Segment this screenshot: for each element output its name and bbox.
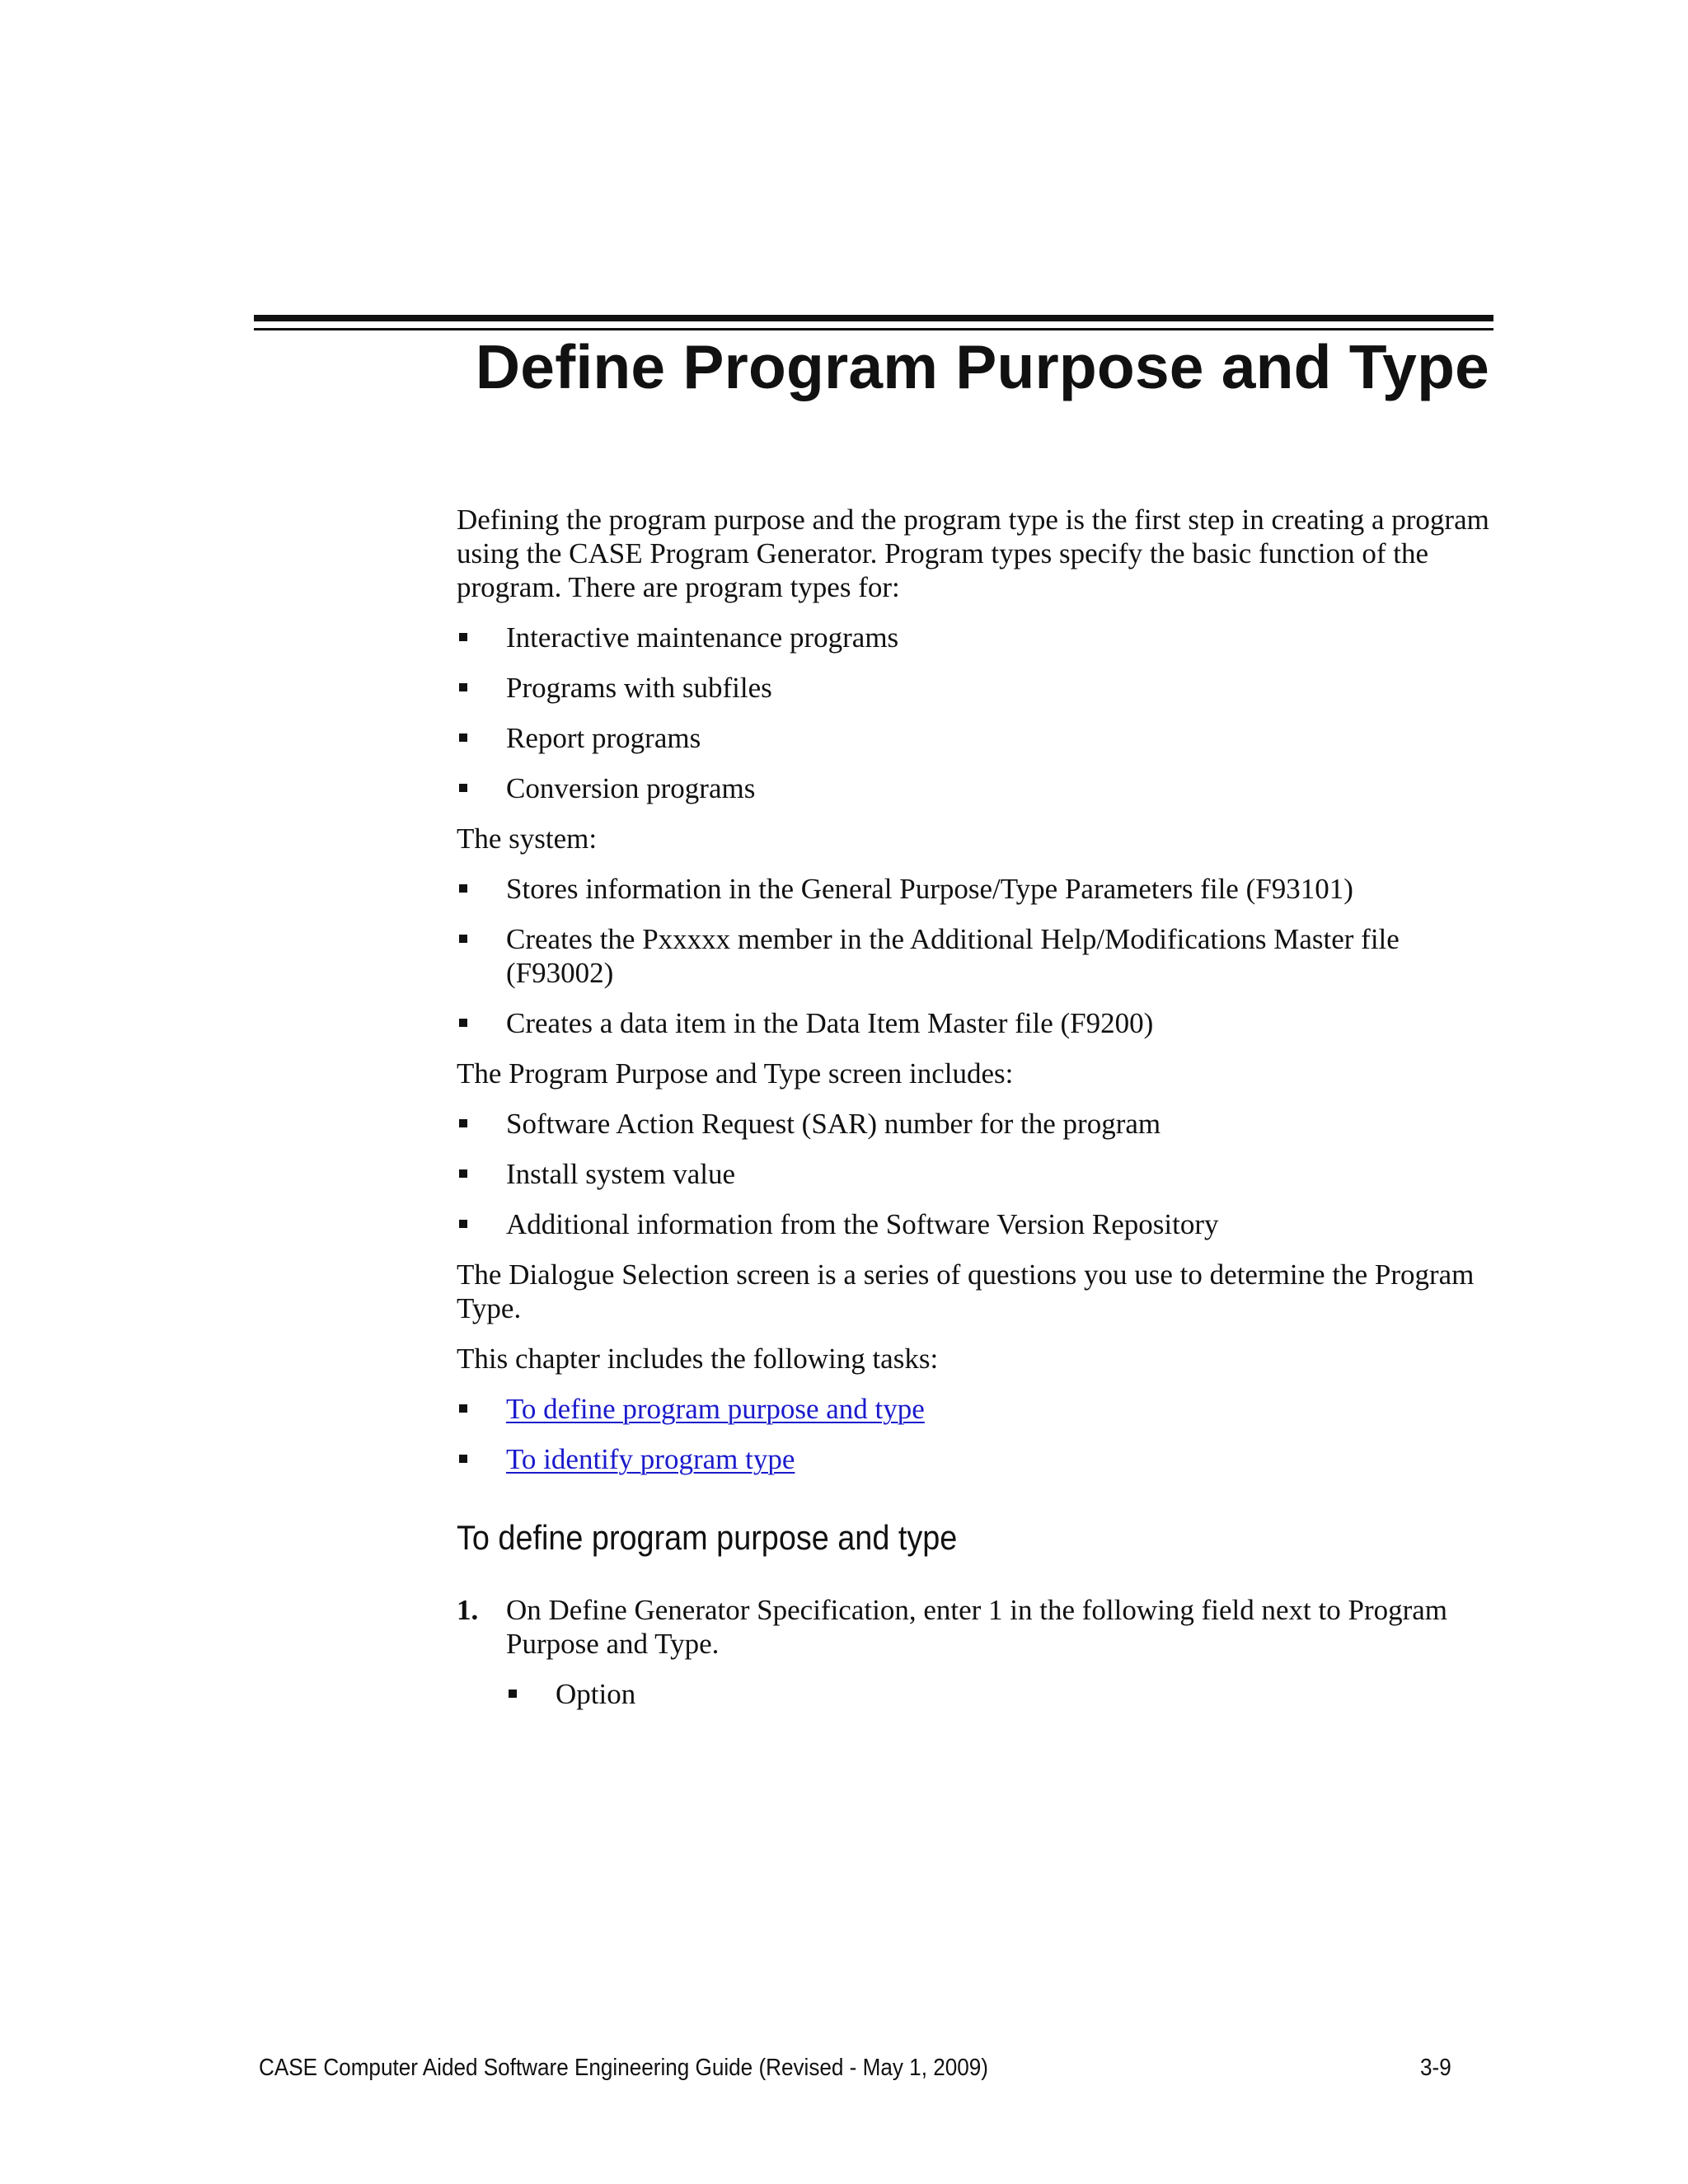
list-item	[457, 771, 1503, 805]
title-rule-thick	[254, 315, 1493, 321]
square-bullet-icon	[459, 1455, 467, 1463]
square-bullet-icon	[459, 1220, 467, 1228]
list-item-text: Report programs	[506, 722, 701, 754]
list-item-text: Additional information from the Software Version Repository	[506, 1208, 1219, 1240]
step-number: 1.	[457, 1594, 479, 1626]
list-item	[457, 671, 1503, 705]
list-item-text: Creates a data item in the Data Item Master file (F9200)	[506, 1007, 1154, 1039]
list-item-text: Interactive maintenance programs	[506, 621, 899, 654]
chapter-title: Define Program Purpose and Type	[475, 332, 1489, 401]
square-bullet-icon	[459, 1019, 467, 1027]
procedure-step	[457, 1593, 1503, 1661]
list-item	[457, 1006, 1503, 1040]
square-bullet-icon	[459, 733, 467, 742]
section-heading: To define program purpose and type	[457, 1518, 958, 1557]
screen-list	[457, 1107, 1503, 1241]
system-list	[457, 872, 1503, 1040]
list-item	[457, 1107, 1503, 1141]
square-bullet-icon	[459, 633, 467, 641]
list-item-text: Option	[556, 1678, 636, 1710]
list-item	[457, 1392, 1503, 1426]
step-text: On Define Generator Specification, enter 1 in the following field next to Program Purpose and Type.	[506, 1594, 1448, 1660]
footer-guide-title: CASE Computer Aided Software Engineering Guide (Revised - May 1, 2009)	[259, 2055, 988, 2081]
list-item-text: Creates the Pxxxxx member in the Additional Help/Modifications Master file (F93002)	[506, 923, 1400, 989]
square-bullet-icon	[459, 1119, 467, 1127]
tasks-lead: This chapter includes the following tasks:	[457, 1343, 939, 1375]
list-item	[457, 1157, 1503, 1191]
intro-paragraph: Defining the program purpose and the program type is the first step in creating a program using the CASE Program Generator. Program types specify the basic function of the program. There are program types for:	[457, 504, 1489, 603]
square-bullet-icon	[459, 1169, 467, 1178]
dialogue-paragraph: The Dialogue Selection screen is a series of questions you use to determine the Program Type.	[457, 1258, 1475, 1324]
list-item	[457, 922, 1503, 990]
square-bullet-icon	[459, 884, 467, 893]
square-bullet-icon	[509, 1690, 517, 1698]
square-bullet-icon	[459, 1404, 467, 1413]
program-types-list	[457, 621, 1503, 805]
list-item-text: Conversion programs	[506, 772, 756, 804]
square-bullet-icon	[459, 784, 467, 792]
step-field-list	[506, 1677, 1503, 1711]
list-item-text: Software Action Request (SAR) number for the program	[506, 1108, 1161, 1140]
square-bullet-icon	[459, 683, 467, 691]
list-item-text: Install system value	[506, 1158, 736, 1190]
list-item	[457, 621, 1503, 654]
task-link-define-purpose-type[interactable]: To define program purpose and type	[506, 1393, 925, 1425]
footer-page-number: 3-9	[1420, 2055, 1451, 2081]
list-item-text: Stores information in the General Purpose/Type Parameters file (F93101)	[506, 873, 1353, 905]
list-item	[457, 721, 1503, 755]
square-bullet-icon	[459, 935, 467, 943]
list-item	[457, 1442, 1503, 1476]
task-link-identify-type[interactable]: To identify program type	[506, 1443, 795, 1475]
body-content	[457, 503, 1503, 1727]
tasks-list	[457, 1392, 1503, 1476]
list-item	[457, 872, 1503, 906]
list-item	[457, 1207, 1503, 1241]
list-item-text: Programs with subfiles	[506, 672, 772, 704]
screen-lead: The Program Purpose and Type screen includes:	[457, 1057, 1014, 1090]
list-item	[506, 1677, 1503, 1711]
system-lead: The system:	[457, 823, 598, 855]
